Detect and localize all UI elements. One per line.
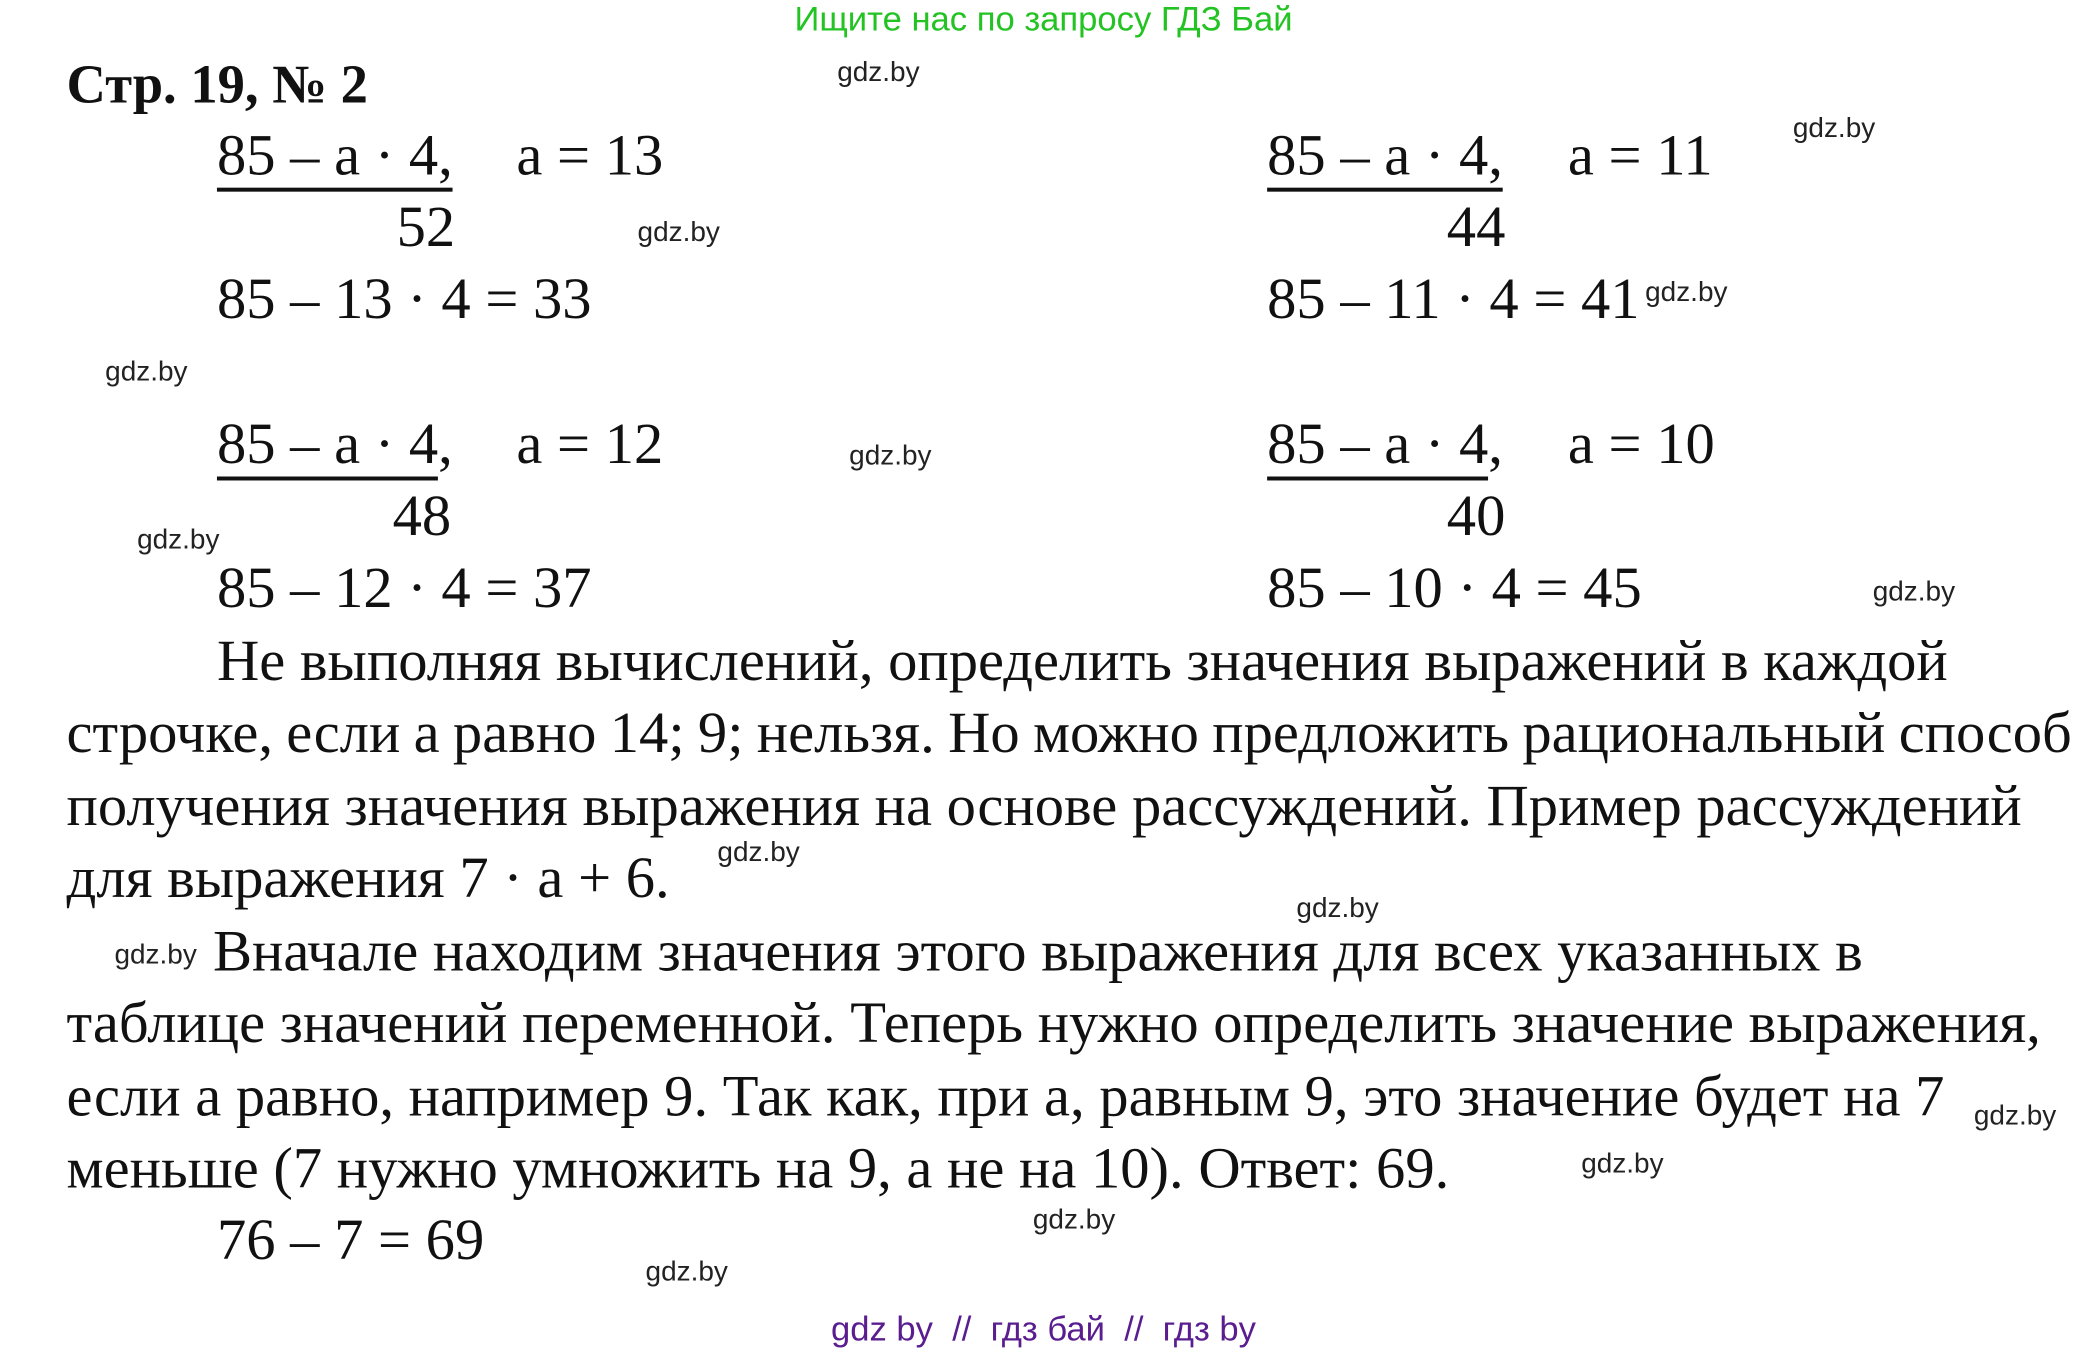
paragraph-line: меньше (7 нужно умножить на 9, а не на 10). Ответ: 69. [66, 1135, 1450, 1201]
watermark: gdz.by [717, 837, 800, 868]
a-value-3: a = 12 [516, 411, 664, 477]
expression-4 [1267, 411, 1503, 477]
watermark: gdz.by [1872, 576, 1956, 607]
watermark: gdz.by [645, 1256, 728, 1288]
watermark: gdz.by [1973, 1100, 2057, 1132]
paragraph-line: если а равно, например 9. Так как, при а, равным 9, это значение будет на 7 [66, 1063, 1945, 1129]
expression-1 [216, 122, 453, 188]
search-banner: Ищите нас по запросу ГДЗ Бай [794, 0, 1293, 39]
watermark: gdz.by [1581, 1148, 1664, 1180]
watermark: gdz.by [1296, 893, 1379, 924]
product-4: 40 [1446, 483, 1506, 549]
watermark: gdz.by [1032, 1204, 1116, 1236]
watermark: gdz.by [637, 216, 720, 248]
comma: , [438, 122, 453, 188]
a-value-2: a = 11 [1567, 122, 1713, 188]
footer-brand: gdz by // гдз бай // гдз by [831, 1308, 1256, 1349]
watermark: gdz.by [1645, 276, 1728, 308]
watermark: gdz.by [849, 440, 932, 472]
result-3: 85 – 12 · 4 = 37 [216, 555, 592, 621]
page-title: Стр. 19, № 2 [66, 53, 368, 115]
watermark: gdz.by [105, 356, 188, 388]
paragraph-line: получения значения выражения на основе рассуждений. Пример рассуждений [66, 773, 2022, 839]
product-2: 44 [1446, 194, 1506, 260]
expression-3 [216, 411, 453, 477]
expr: 85 – a · 4 [217, 411, 438, 480]
final-calculation: 76 – 7 = 69 [216, 1207, 485, 1273]
comma: , [1488, 411, 1503, 477]
paragraph-line: таблице значений переменной. Теперь нужно определить значение выражения, [66, 990, 2041, 1056]
paragraph-line: для выражения 7 · а + 6. [66, 845, 670, 911]
expression-2 [1267, 122, 1503, 188]
comma: , [1488, 122, 1503, 188]
product-3: 48 [392, 483, 452, 549]
expr: 85 – a · 4 [1267, 411, 1488, 480]
result-1: 85 – 13 · 4 = 33 [216, 266, 592, 332]
paragraph-line: строчке, если а равно 14; 9; нельзя. Но можно предложить рациональный способ [66, 700, 2072, 766]
watermark: gdz.by [114, 939, 197, 971]
expr: 85 – a · 4 [216, 122, 439, 188]
a-value-4: a = 10 [1567, 411, 1715, 477]
result-4: 85 – 10 · 4 = 45 [1267, 555, 1642, 621]
paragraph-line: Вначале находим значения этого выражения для всех указанных в [212, 918, 1863, 984]
watermark: gdz.by [837, 57, 920, 88]
a-value-1: a = 13 [516, 122, 664, 188]
result-2: 85 – 11 · 4 = 41 [1267, 266, 1640, 332]
product-1: 52 [396, 194, 456, 260]
expr: 85 – a · 4 [1267, 122, 1489, 188]
watermark: gdz.by [1792, 113, 1876, 144]
paragraph-line: Не выполняя вычислений, определить значения выражений в каждой [216, 628, 1948, 694]
watermark: gdz.by [137, 524, 220, 556]
comma: , [438, 411, 453, 477]
